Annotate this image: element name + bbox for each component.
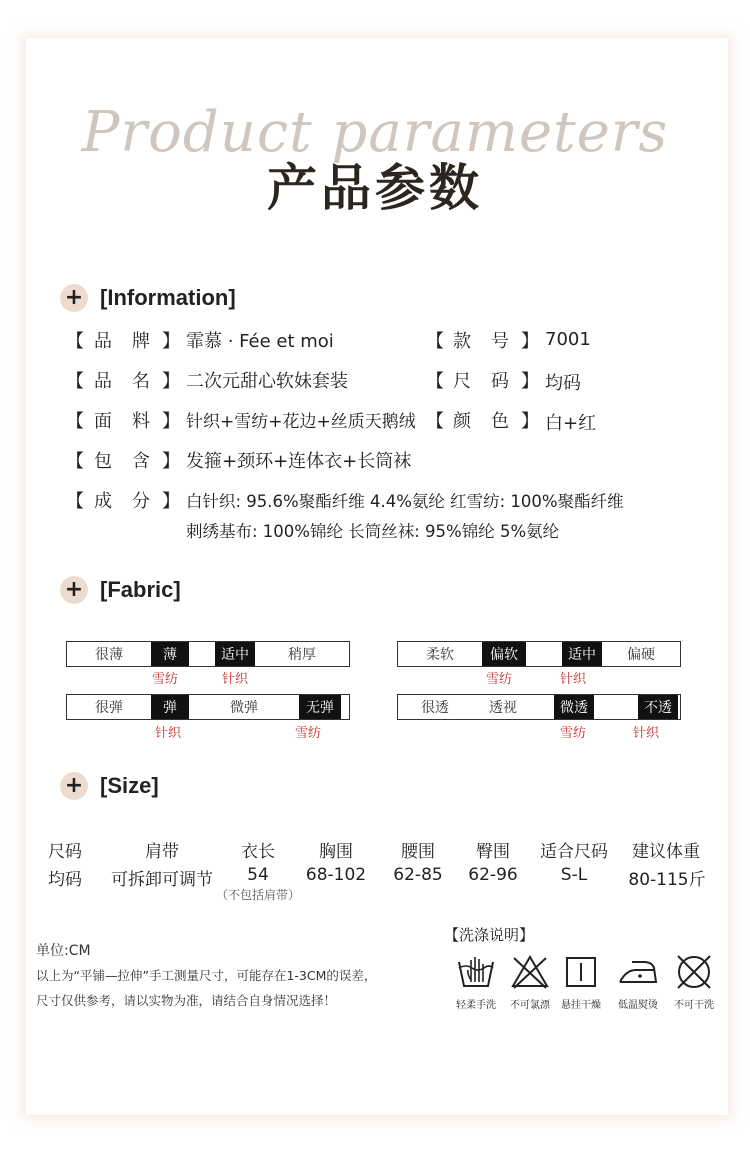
fabric-tag: 雪纺 [486, 672, 513, 687]
bracket-open: 【 [66, 491, 84, 512]
label-char: 号 [491, 331, 509, 352]
no-bleach-icon [510, 954, 550, 990]
bracket-open: 【 [426, 371, 444, 392]
care-label: 轻柔手洗 [456, 1000, 496, 1011]
fabric-tag: 雪纺 [295, 726, 322, 741]
plus-icon: + [60, 284, 88, 312]
section-information [60, 283, 236, 313]
care-label: 不可氯漂 [510, 1000, 550, 1011]
scale-option: 柔软 [426, 647, 454, 663]
care-label: 不可干洗 [674, 1000, 714, 1011]
page-title: 产品参数 [267, 159, 483, 217]
label-char: 尺 [453, 371, 471, 392]
unit-label: 单位:CM [36, 943, 91, 959]
label-char: 款 [453, 331, 471, 352]
scale-option-selected: 无弹 [299, 695, 341, 719]
low-iron-icon [616, 954, 660, 990]
composition-line-1: 白针织: 95.6%聚酯纤维 4.4%氨纶 红雪纺: 100%聚酯纤维 [186, 492, 624, 511]
fabric-tag: 针织 [633, 726, 660, 741]
size-cell: S-L [560, 865, 588, 885]
section-label: [Information] [100, 285, 236, 310]
bracket-close: 】 [521, 331, 539, 352]
size-cell: 80-115斤 [628, 870, 706, 890]
hand-wash-icon [456, 954, 496, 990]
size-header: 尺码 [48, 842, 82, 862]
label-char: 颜 [453, 411, 471, 432]
bracket-close: 】 [162, 491, 180, 512]
size-cell: 54 [247, 865, 269, 885]
bracket-close: 】 [521, 411, 539, 432]
plus-icon: + [60, 576, 88, 604]
size-header: 衣长 [241, 842, 275, 862]
care-title: 【洗涤说明】 [444, 926, 535, 944]
label-char: 品 [94, 371, 112, 392]
scale-option-selected: 适中 [215, 642, 255, 666]
bracket-open: 【 [66, 371, 84, 392]
bracket-close: 】 [162, 411, 180, 432]
size-header: 胸围 [319, 842, 353, 862]
measure-note-1: 以上为“平铺—拉伸”手工测量尺寸，可能存在1-3CM的误差， [36, 968, 377, 983]
scale-option-selected: 薄 [151, 642, 189, 666]
label-char: 码 [491, 371, 509, 392]
bracket-open: 【 [66, 411, 84, 432]
bracket-open: 【 [426, 331, 444, 352]
fabric-tag: 针织 [222, 672, 249, 687]
size-header: 建议体重 [632, 842, 700, 862]
measure-note-2: 尺寸仅供参考，请以实物为准，请结合自身情况选择！ [36, 993, 337, 1008]
scale-option: 微弹 [230, 700, 258, 716]
size-value: 均码 [545, 373, 581, 394]
bracket-open: 【 [426, 411, 444, 432]
scale-option-selected: 不透 [638, 695, 678, 719]
section-label: [Fabric] [100, 577, 181, 602]
fabric-tag: 针织 [560, 672, 587, 687]
scale-option-selected: 偏软 [482, 642, 526, 666]
name-value: 二次元甜心软妹套装 [186, 371, 348, 392]
brand-value: 霏慕 · Fée et moi [186, 331, 334, 352]
fabric-tag: 针织 [155, 726, 182, 741]
label-char: 分 [132, 491, 150, 512]
softness-scale [397, 641, 681, 667]
label-char: 面 [94, 411, 112, 432]
care-label: 悬挂干燥 [561, 1000, 601, 1011]
label-char: 色 [491, 411, 509, 432]
section-label: [Size] [100, 773, 159, 798]
scale-option: 很透 [421, 700, 449, 716]
size-cell: 62-96 [468, 865, 518, 885]
size-header: 适合尺码 [540, 842, 608, 862]
script-title: Product parameters [81, 100, 669, 165]
section-fabric [60, 575, 181, 605]
no-dry-clean-icon [674, 954, 714, 990]
bracket-open: 【 [66, 451, 84, 472]
scale-option: 稍厚 [288, 647, 316, 663]
section-size [60, 771, 159, 801]
bracket-close: 】 [162, 331, 180, 352]
fabric-tag: 雪纺 [152, 672, 179, 687]
thickness-scale [66, 641, 350, 667]
length-note: （不包括肩带） [216, 888, 301, 902]
size-cell: 68-102 [305, 865, 367, 885]
label-char: 含 [132, 451, 150, 472]
scale-option: 很弹 [95, 700, 123, 716]
color-value: 白+红 [545, 413, 597, 434]
transparency-scale [397, 694, 681, 720]
label-char: 品 [94, 331, 112, 352]
size-cell: 可拆卸可调节 [111, 870, 213, 890]
scale-option-selected: 弹 [151, 695, 189, 719]
include-value: 发箍+颈环+连体衣+长筒袜 [186, 451, 412, 472]
material-value: 针织+雪纺+花边+丝质天鹅绒 [186, 412, 416, 432]
elasticity-scale [66, 694, 350, 720]
label-char: 牌 [132, 331, 150, 352]
size-header: 肩带 [145, 842, 179, 862]
bracket-close: 】 [162, 451, 180, 472]
label-char: 料 [132, 411, 150, 432]
label-char: 包 [94, 451, 112, 472]
care-label: 低温熨烫 [618, 1000, 658, 1011]
label-char: 名 [132, 371, 150, 392]
scale-option-selected: 适中 [562, 642, 602, 666]
scale-option: 透视 [489, 700, 517, 716]
style-value: 7001 [545, 329, 591, 350]
bracket-close: 】 [162, 371, 180, 392]
composition-line-2: 刺绣基布: 100%锦纶 长筒丝袜: 95%锦纶 5%氨纶 [186, 522, 560, 541]
size-cell: 62-85 [393, 865, 443, 885]
size-header: 腰围 [401, 842, 435, 862]
label-char: 成 [94, 491, 112, 512]
hang-dry-icon [564, 954, 598, 990]
scale-option: 很薄 [95, 647, 123, 663]
plus-icon: + [60, 772, 88, 800]
scale-option-selected: 微透 [554, 695, 594, 719]
scale-option: 偏硬 [627, 647, 655, 663]
bracket-close: 】 [521, 371, 539, 392]
fabric-tag: 雪纺 [560, 726, 587, 741]
size-header: 臀围 [476, 842, 510, 862]
bracket-open: 【 [66, 331, 84, 352]
size-cell: 均码 [48, 870, 82, 890]
